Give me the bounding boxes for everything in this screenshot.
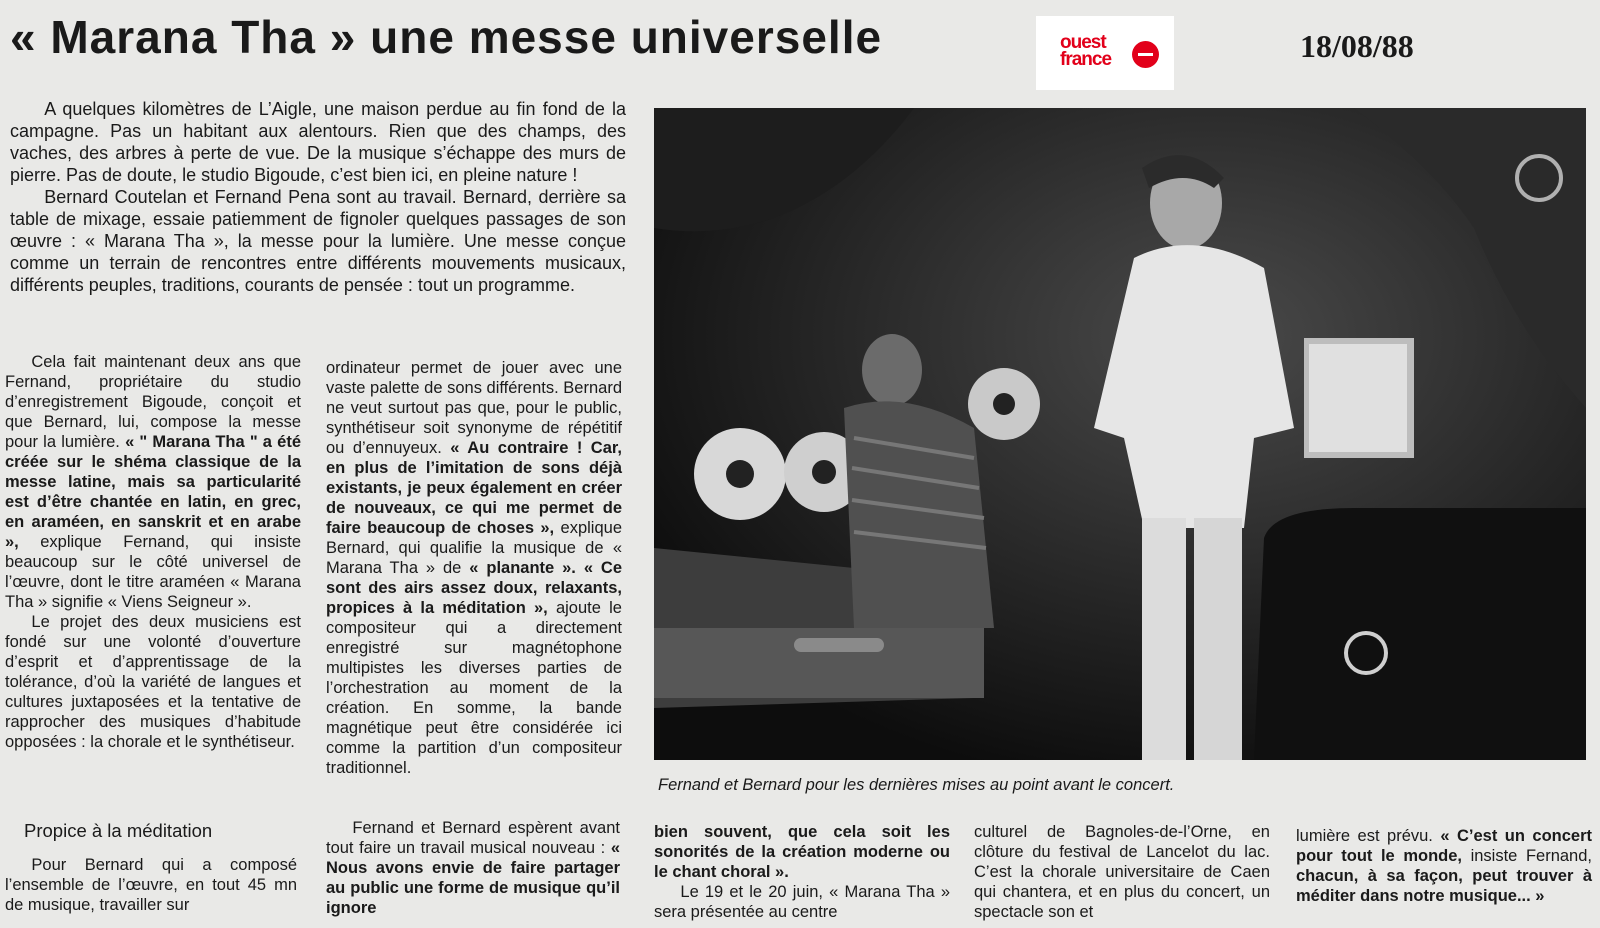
column-paragraph [326,818,620,918]
column-paragraph: Le projet des deux musiciens est fondé sur une volonté d’ouverture d’esprit et d’apprentissage de la tolérance, d’où la variété de langues et cultures juxtaposées et la tentative de rapprocher des musiques d’habitude opposées : la chorale et le synthétiseur. [5,613,301,751]
quote-bold: « planante ». [469,559,576,577]
column-paragraph [5,352,301,612]
logo-wordmark: ouest france [1060,32,1112,70]
quote-bold: bien souvent, que cela soit les sonorités de la création moderne ou le chant choral ». [654,823,950,881]
intro-paragraph: A quelques kilomètres de L’Aigle, une maison perdue au fin fond de la campagne. Pas un habitant aux alentours. Rien que des champs, des vaches, des arbres à perte de vue. De la musique s’échappe des murs de pierre. Pas de doute, le studio Bigoude, c’est bien ici, en pleine nature ! [10,99,626,185]
quote-bold: « Au contraire ! Car, en plus de l’imitation de sons déjà existants, je peux également en créer de nouveaux, ce qui me permet de faire beaucoup de choses », [326,439,622,537]
text-run: lumière est prévu. [1296,827,1433,845]
quote-bold: chacun, à sa façon, peut trouver à méditer dans notre musique... » [1296,867,1592,905]
quote-bold: « " Marana Tha " a été créée sur le shéma classique de la messe latine, mais sa particularité est d’être chantée en latin, en grec, en araméen, en sanskrit et en arabe », [5,433,301,551]
photo-illustration [654,108,1586,760]
headline: « Marana Tha » une messe universelle [10,11,883,63]
article-column-1 [5,352,301,752]
photo-caption: Fernand et Bernard pour les dernières mises au point avant le concert. [658,776,1175,794]
subheading: Propice à la méditation [24,820,213,841]
text-run: insiste Fernand, [1470,847,1592,865]
quote-bold: « C’est un concert pour tout le monde, [1296,827,1593,865]
column-paragraph: Le 19 et le 20 juin, « Marana Tha » sera présentée au centre [654,883,950,921]
text-run: explique Fernand, qui insiste beaucoup sur le côté universel de l’œuvre, dont le titre araméen « Marana Tha » signifie « Viens Seigneur ». [5,533,301,611]
article-column-2 [326,358,622,778]
quote-bold: « Nous avons envie de faire partager au public une forme de musique qu’il ignore [326,839,620,917]
text-run: ordinateur permet de jouer avec une vaste palette de sons différents. Bernard ne veut surtout pas que, pour le public, synthétiseur soit synonyme de répétitif ou d’ennuyeux. [326,359,622,457]
studio-photo [654,108,1586,760]
article-column-3 [654,822,950,922]
article-column-5 [1296,826,1592,906]
publication-date: 18/08/88 [1300,28,1414,64]
text-run: Cela fait maintenant deux ans que Fernand, propriétaire du studio d’enregistrement Bigoude, conçoit et que Bernard, lui, compose la messe pour la lumière. [5,353,301,451]
column-paragraph: Pour Bernard qui a composé l’ensemble de l’œuvre, en tout 45 mn de musique, travailler sur [5,856,297,914]
intro-paragraphs [10,98,626,296]
logo-circle-icon [1132,41,1159,68]
text-run: explique Bernard, qui qualifie la musique de « Marana Tha » de [326,519,622,577]
article-column-4 [974,822,1270,922]
column-paragraph [326,358,622,778]
column-paragraph [1296,826,1592,906]
article-column-2-continued [326,818,620,918]
quote-bold: « Ce sont des airs assez doux, relaxants, propices à la méditation », [326,559,622,617]
text-run: ajoute le compositeur qui a directement enregistré sur magnétophone multipistes les diverses parties de l’orchestration au moment de la création. En somme, la bande magnétique peut être considérée ici comme la partition d’un compositeur traditionnel. [326,599,622,777]
column-paragraph: culturel de Bagnoles-de-l’Orne, en clôture du festival de Lancelot du lac. C’est la chorale universitaire de Caen qui chantera, et en plus du concert, un spectacle son et [974,823,1270,921]
text-run: Fernand et Bernard espèrent avant tout faire un travail musical nouveau : [326,819,620,857]
article-column-1-continued [5,855,297,915]
ouest-france-logo [1036,16,1174,90]
intro-paragraph: Bernard Coutelan et Fernand Pena sont au travail. Bernard, derrière sa table de mixage, essaie patiemment de fignoler quelques passages de son œuvre : « Marana Tha », la messe pour la lumière. Une messe conçue comme un terrain de rencontres entre différents mouvements musicaux, différents peuples, traditions, courants de pensée : tout un programme. [10,187,626,295]
